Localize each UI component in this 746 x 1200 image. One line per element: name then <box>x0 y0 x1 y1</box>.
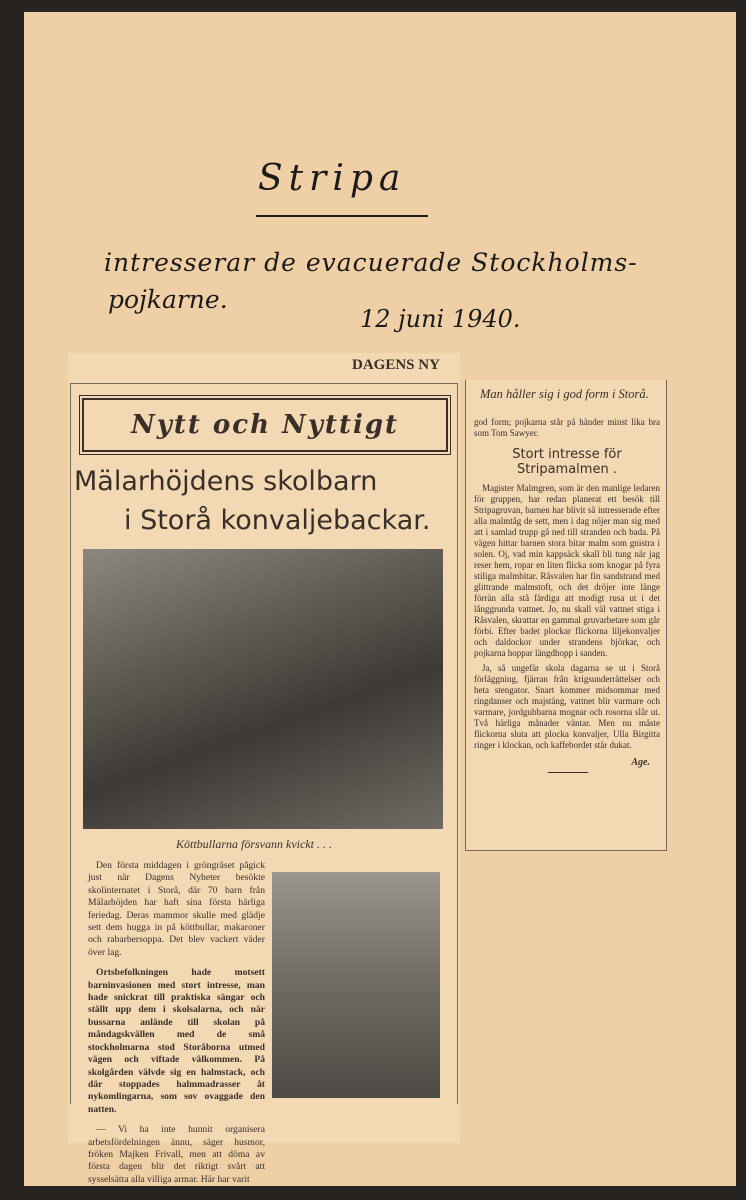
subheading-line-1: Stort intresse för <box>512 447 622 462</box>
section-banner <box>82 398 448 452</box>
masthead: DAGENS NY <box>352 357 440 373</box>
photo-children-eating <box>83 549 443 829</box>
photo2-caption: Man håller sig i god form i Storå. <box>480 387 649 401</box>
headline-line-2: i Storå konvaljebackar. <box>124 505 431 536</box>
paragraph: Den första middagen i gröngräset pågick just när Dagens Nyheter besökte skolinternatet i Storå, där 70 barn från Mälarhöjden har haft sina första härliga feriedag. Deras mammor skulle med glädje sett dem hugga in på köttbullar, makaroner och rabarbersoppa. Det blev vackert väder över lag. <box>88 860 265 958</box>
headline-line-1: Mälarhöjdens skolbarn <box>74 466 378 497</box>
title-underline <box>256 215 428 217</box>
paragraph: Ortsbefolkningen hade motsett barninvasionen med stort intresse, man hade snickrat till praktiska sängar och ställt upp dem i skolsalarna, och när bussarna anlände till skolan på måndagskvällen med de små stockholmarna stod Storåborna utmed vägen och viftade välkommen. På skolgården välvde sig en halmstack, och där stoppades halmmadrasser åt nykomlingarna, som sov ovaggade den natten. <box>88 967 265 1115</box>
left-column-text <box>88 860 265 1186</box>
section-banner-label: Nytt och Nyttigt <box>130 410 400 440</box>
handwritten-line-2: pojkarne. <box>108 285 228 314</box>
paragraph: god form; pojkarna står på händer minst lika bra som Tom Sawyer. <box>474 417 660 438</box>
paragraph: Ja, så ungefär skola dagarna se ut i Storå förläggning, fjärran från krigsunderrättelser och heta stengator. Snart kommer midsommar med ringdanser och majstång, vattnet blir varmare och varmare, jordgubbarna mognar och rosorna slår ut. Två härliga månader väntar. Men nu måste flickorna sluta att plocka konvaljer, Ulla Birgitta ringer i klockan, och kaffebordet står dukat. <box>474 663 660 750</box>
handwritten-title: Stripa <box>258 158 407 199</box>
subheading-line-2: Stripamalmen . <box>517 462 617 477</box>
photo1-caption: Köttbullarna försvann kvickt . . . <box>176 837 332 851</box>
handwritten-line-1: intresserar de evacuerade Stockholms- <box>104 248 638 277</box>
end-rule <box>548 772 588 773</box>
paragraph: Magister Malmgren, som är den manlige ledaren för gruppen, har redan planerat ett besök till Stripagruvan, barnen har blivit så intresserade efter alla malmtåg de sett, men i dag nöjer man sig med att i samlad trupp gå ned till stranden och bada. På vägen hittar barnen stora bitar malm som gnistra i solen. Oj, vad min kappsäck skall bli tung när jag reser hem, ropar en liten flicka som knogar på fyra stiliga malmbitar. Råsvalen har fin sandstrand med glittrande malmstoft, och det dröjer inte länge förrän alla stå färdiga att modigt rusa ut i det långgrunda vattnet. Jo, nu skall väl vattnet stiga i Råsvalen, skrattar en gammal gruvarbetare som går förbi. Efter badet plockar flickorna liljekonvaljer och daldockor under strandens björkar, och pojkarna hoppar längdhopp i sanden. <box>474 483 660 658</box>
signature: Age. <box>631 757 650 768</box>
photo-handstands <box>272 872 440 1098</box>
paragraph: — Vi ha inte hunnit organisera arbetsfördelningen ännu, säger husmor, fröken Majken Frivall, men att döma av första dagen blir det riktigt svårt att sysselsätta alla villiga armar. Här har varit <box>88 1124 265 1185</box>
handwritten-date: 12 juni 1940. <box>360 305 521 333</box>
right-column-text <box>474 417 660 773</box>
